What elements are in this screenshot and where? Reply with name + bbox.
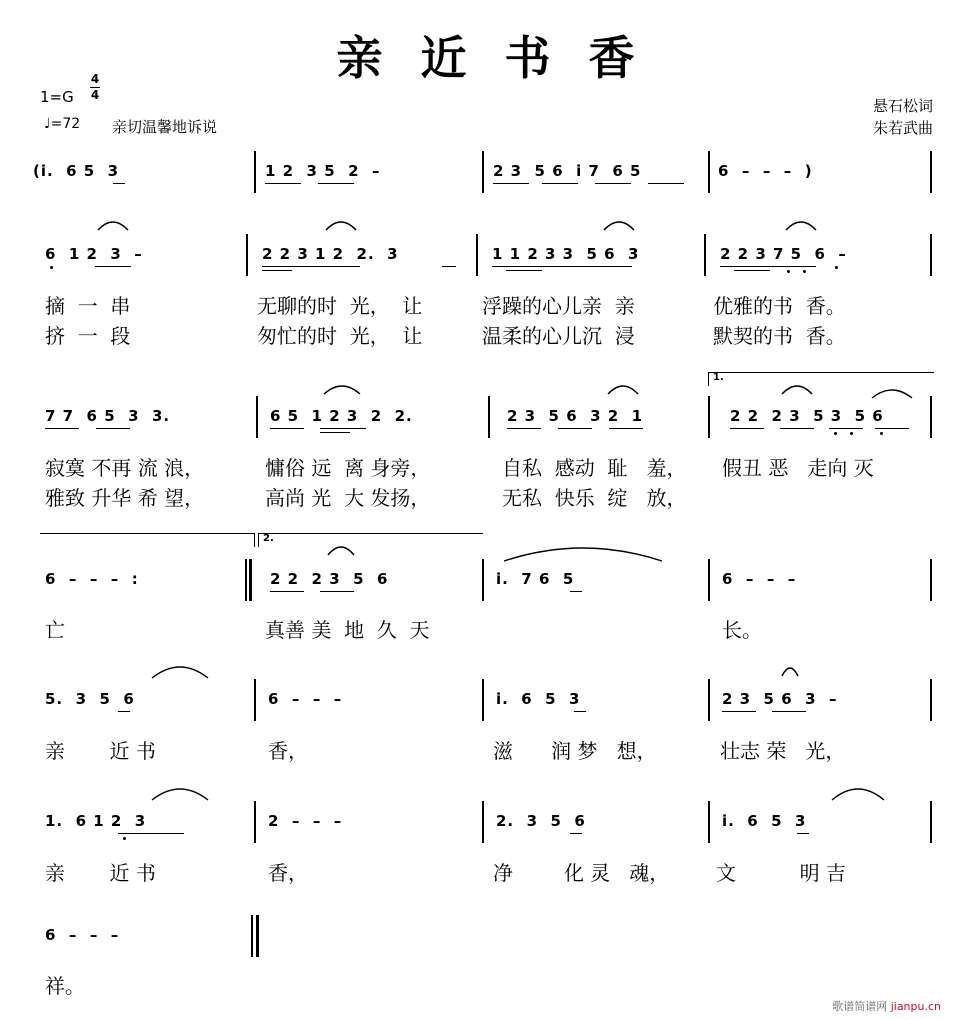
underline xyxy=(570,591,582,592)
underline xyxy=(270,428,304,429)
barline xyxy=(704,234,706,276)
underline xyxy=(262,270,292,271)
measure: i. 7 6 5 xyxy=(496,570,575,588)
underline xyxy=(506,270,542,271)
slur xyxy=(96,218,130,232)
expression-mark: 亲切温馨地诉说 xyxy=(112,118,218,136)
measure: i. 6 5 3 xyxy=(722,812,807,830)
lyric-verse2: 匆忙的时 光， 让 xyxy=(257,324,423,348)
underline xyxy=(262,266,360,267)
tempo-mark: ♩=72 xyxy=(44,116,81,132)
underline xyxy=(772,711,806,712)
lyric-verse1: 慵俗 远 离 身旁， xyxy=(265,456,431,480)
watermark xyxy=(832,998,941,1014)
underline xyxy=(270,591,304,592)
lyric: 滋 润 梦 想， xyxy=(493,739,657,763)
underline xyxy=(265,183,301,184)
measure: 6 – – – xyxy=(722,570,797,588)
lyric-verse2: 挤 一 段 xyxy=(45,324,131,348)
underline xyxy=(318,183,354,184)
lyric-verse1: 优雅的书 香。 xyxy=(713,294,846,318)
underline xyxy=(320,432,350,433)
lyric: 香， xyxy=(268,861,308,885)
underline xyxy=(570,833,582,834)
slur xyxy=(784,218,818,232)
barline xyxy=(708,559,710,601)
measure: 2. 3 5 6 xyxy=(496,812,586,830)
barline xyxy=(482,801,484,843)
underline xyxy=(320,591,354,592)
lyric-verse1: 浮躁的心儿亲 亲 xyxy=(482,294,635,318)
octave-dot xyxy=(50,266,53,269)
volta-bracket xyxy=(258,533,483,534)
underline xyxy=(875,428,909,429)
barline xyxy=(930,559,932,601)
volta-1-label: 1. xyxy=(713,372,724,383)
underline xyxy=(492,266,632,267)
octave-dot xyxy=(834,432,837,435)
measure: 2 – – – xyxy=(268,812,343,830)
octave-dot xyxy=(835,266,838,269)
volta-2-label: 2. xyxy=(263,533,274,544)
octave-dot xyxy=(880,432,883,435)
barline xyxy=(930,151,932,193)
lyric-verse1: 寂寞 不再 流 浪， xyxy=(45,456,205,480)
barline xyxy=(254,801,256,843)
octave-dot xyxy=(123,837,126,840)
slur xyxy=(780,664,800,678)
barline xyxy=(256,396,258,438)
underline xyxy=(574,711,586,712)
slur xyxy=(150,784,210,802)
underline xyxy=(720,266,816,267)
measure: 2 2 3 7 5 6 – xyxy=(720,245,847,263)
final-barline xyxy=(251,915,253,957)
slur xyxy=(870,386,914,400)
measure: 1 1 2 3 3 5 6 3 xyxy=(492,245,640,263)
slur xyxy=(502,543,664,563)
lyric-verse1: 假丑 恶 走向 灭 xyxy=(722,456,874,480)
barline xyxy=(482,559,484,601)
slur xyxy=(780,382,814,396)
underline xyxy=(730,428,764,429)
lyric-verse2: 雅致 升华 希 望， xyxy=(45,486,205,510)
slur xyxy=(830,784,886,802)
underline xyxy=(45,428,79,429)
measure: 1. 6 1 2 3 xyxy=(45,812,147,830)
underline xyxy=(320,428,366,429)
measure: 2 2 2 3 5 6 xyxy=(270,570,389,588)
measure: 5. 3 5 6 xyxy=(45,690,135,708)
lyric: 文 明 吉 xyxy=(716,861,846,885)
measure: 6 – – – xyxy=(45,926,120,944)
lyric-verse2: 无私 快乐 绽 放， xyxy=(502,486,687,510)
measure: 2 2 3 1 2 2. 3 xyxy=(262,245,399,263)
barline xyxy=(708,151,710,193)
barline xyxy=(930,679,932,721)
slur xyxy=(602,218,636,232)
volta-1-extension xyxy=(40,533,254,534)
underline xyxy=(722,711,756,712)
underline xyxy=(829,428,863,429)
measure: i. 6 5 3 xyxy=(496,690,581,708)
slur xyxy=(606,382,640,396)
lyric-verse2: 高尚 光 大 发扬， xyxy=(265,486,431,510)
barline xyxy=(930,801,932,843)
lyric: 亡 xyxy=(45,618,65,642)
measure: 6 – – – : xyxy=(45,570,139,588)
volta-bracket xyxy=(258,533,259,547)
underline xyxy=(609,428,643,429)
underline xyxy=(558,428,592,429)
time-signature xyxy=(90,72,100,103)
underline xyxy=(493,183,529,184)
measure: 2 3 5 6 3 2 1 xyxy=(507,407,644,425)
key-label: 1=G xyxy=(40,88,74,106)
underline xyxy=(542,183,578,184)
barline xyxy=(930,396,932,438)
underline xyxy=(507,428,541,429)
slur xyxy=(322,382,362,396)
octave-dot xyxy=(787,270,790,273)
lyric-verse1: 自私 感动 耻 羞， xyxy=(502,456,687,480)
composer-credit: 朱若武曲 xyxy=(872,119,933,137)
lyricist-credit: 悬石松词 xyxy=(872,97,933,115)
final-barline xyxy=(256,915,259,957)
lyric: 真善 美 地 久 天 xyxy=(265,618,430,642)
underline xyxy=(648,183,684,184)
slur xyxy=(324,218,358,232)
volta-bracket xyxy=(708,372,934,373)
barline xyxy=(476,234,478,276)
measure: (i. 6 5 3 xyxy=(33,162,120,180)
lyric: 长。 xyxy=(722,618,762,642)
underline xyxy=(797,833,809,834)
key-signature xyxy=(40,88,74,106)
underline xyxy=(113,183,125,184)
repeat-barline xyxy=(245,559,247,601)
lyric: 壮志 荣 光， xyxy=(720,739,846,763)
page-title: 亲近书香 xyxy=(336,31,673,85)
barline xyxy=(482,151,484,193)
octave-dot xyxy=(803,270,806,273)
barline xyxy=(708,396,710,438)
measure: 7 7 6 5 3 3. xyxy=(45,407,171,425)
watermark-url: jianpu.cn xyxy=(890,1000,941,1013)
slur xyxy=(150,662,210,680)
measure: 1 2 3 5 2 – xyxy=(265,162,381,180)
volta-1-extension xyxy=(254,533,255,547)
underline xyxy=(734,270,770,271)
slur xyxy=(326,543,356,557)
barline xyxy=(254,151,256,193)
lyric: 亲 近 书 xyxy=(45,861,156,885)
barline xyxy=(482,679,484,721)
repeat-barline xyxy=(249,559,252,601)
volta-bracket xyxy=(708,372,709,386)
underline xyxy=(118,711,130,712)
lyric-verse2: 默契的书 香。 xyxy=(713,324,846,348)
lyric: 亲 近 书 xyxy=(45,739,156,763)
lyric: 净 化 灵 魂， xyxy=(493,861,670,885)
lyric: 祥。 xyxy=(45,974,85,998)
measure: 6 5 1 2 3 2 2. xyxy=(270,407,413,425)
watermark-site: 歌谱简谱网 xyxy=(832,1000,888,1013)
octave-dot xyxy=(850,432,853,435)
barline xyxy=(254,679,256,721)
underline xyxy=(442,266,456,267)
underline xyxy=(118,833,184,834)
barline xyxy=(246,234,248,276)
underline xyxy=(595,183,631,184)
lyric-verse1: 无聊的时 光， 让 xyxy=(257,294,423,318)
lyric-verse1: 摘 一 串 xyxy=(45,294,131,318)
time-sig-bottom: 4 xyxy=(90,88,100,102)
barline xyxy=(930,234,932,276)
measure: 2 2 2 3 5 3 5 6 xyxy=(730,407,884,425)
lyric-verse2: 温柔的心儿沉 浸 xyxy=(482,324,635,348)
measure: 6 1 2 3 – xyxy=(45,245,143,263)
underline xyxy=(780,428,814,429)
barline xyxy=(488,396,490,438)
time-sig-top: 4 xyxy=(90,72,100,86)
barline xyxy=(708,679,710,721)
lyric: 香， xyxy=(268,739,308,763)
measure: 2 3 5 6 3 – xyxy=(722,690,838,708)
measure: 6 – – – xyxy=(268,690,343,708)
measure: 6 – – – ) xyxy=(718,162,813,180)
underline xyxy=(95,266,131,267)
measure: 2 3 5 6 i 7 6 5 xyxy=(493,162,642,180)
underline xyxy=(96,428,130,429)
barline xyxy=(708,801,710,843)
